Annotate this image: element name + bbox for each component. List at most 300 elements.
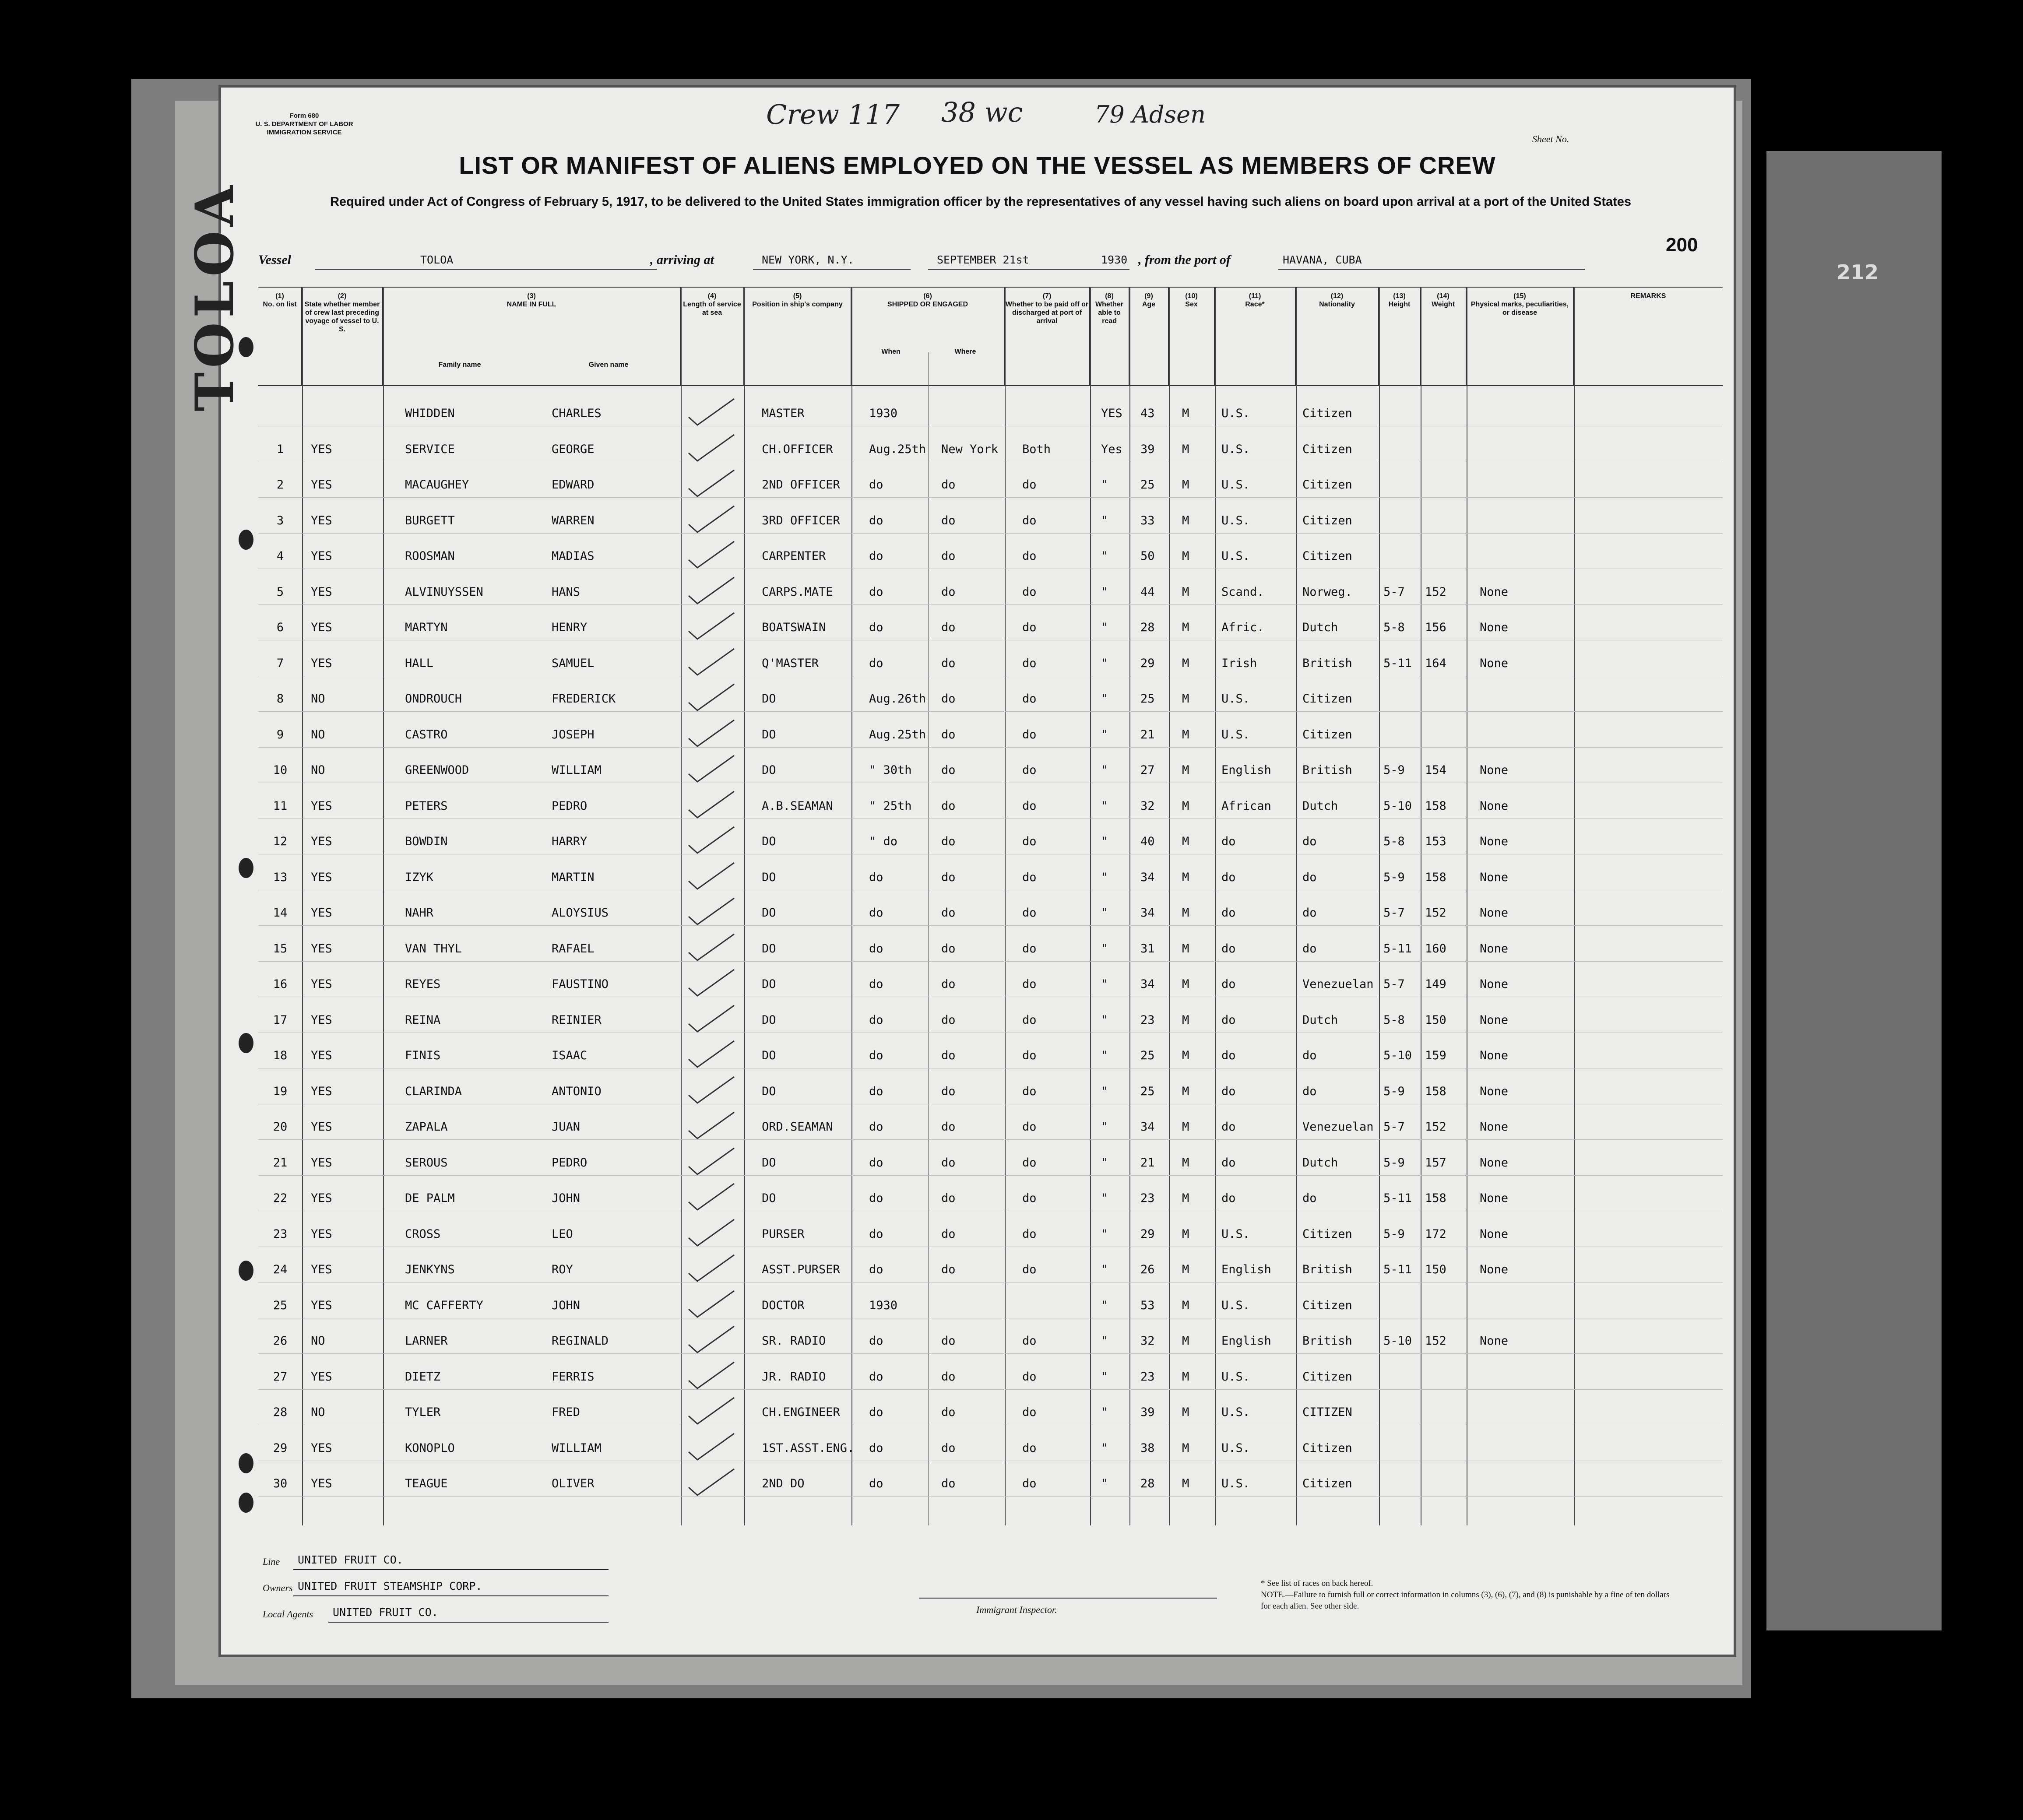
cell-shipped-when: Aug.26th	[869, 692, 926, 706]
cell-previous-voyage: YES	[311, 1298, 332, 1312]
cell-previous-voyage: YES	[311, 906, 332, 920]
cell-height: 5-10	[1383, 1334, 1412, 1348]
cell-given-name: ANTONIO	[552, 1084, 602, 1098]
cell-family-name: KONOPLO	[405, 1441, 455, 1455]
footer-owners: Owners UNITED FRUIT STEAMSHIP CORP.	[263, 1580, 482, 1593]
table-row	[258, 1034, 1723, 1069]
cell-row-number: 13	[273, 870, 288, 884]
cell-previous-voyage: YES	[311, 1370, 332, 1384]
cell-paid-off: do	[1022, 1405, 1037, 1419]
check-mark	[685, 1038, 738, 1069]
cell-given-name: JOHN	[552, 1298, 581, 1312]
cell-race: Afric.	[1221, 621, 1264, 634]
cell-paid-off: do	[1022, 1049, 1037, 1062]
cell-able-to-read: "	[1101, 549, 1108, 563]
cell-family-name: DIETZ	[405, 1370, 441, 1384]
cell-weight: 149	[1425, 977, 1446, 991]
cell-nationality: British	[1302, 1263, 1352, 1276]
cell-nationality: do	[1302, 1191, 1317, 1205]
cell-able-to-read: "	[1101, 1334, 1108, 1348]
table-row	[258, 963, 1723, 998]
cell-given-name: ISAAC	[552, 1049, 588, 1062]
cell-able-to-read: "	[1101, 1013, 1108, 1027]
agents-value: UNITED FRUIT CO.	[333, 1606, 438, 1619]
cell-physical-marks: None	[1480, 585, 1509, 599]
cell-sex: M	[1182, 1370, 1189, 1384]
cell-row-number: 2	[276, 478, 284, 492]
check-mark	[685, 789, 738, 819]
cell-shipped-where: do	[941, 478, 956, 492]
cell-shipped-where: do	[941, 799, 956, 813]
cell-race: do	[1221, 977, 1236, 991]
cell-family-name: CLARINDA	[405, 1084, 462, 1098]
cell-race: English	[1221, 1263, 1271, 1276]
cell-physical-marks: None	[1480, 621, 1509, 634]
cell-position: CARPENTER	[762, 549, 826, 563]
arrival-date: SEPTEMBER 21st	[937, 253, 1029, 266]
cell-weight: 150	[1425, 1013, 1446, 1027]
cell-given-name: MADIAS	[552, 549, 595, 563]
cell-able-to-read: "	[1101, 1049, 1108, 1062]
cell-shipped-when: do	[869, 906, 883, 920]
cell-height: 5-8	[1383, 1013, 1405, 1027]
rule	[258, 711, 1723, 712]
cell-family-name: IZYK	[405, 870, 434, 884]
cell-race: U.S.	[1221, 1441, 1250, 1455]
cell-race: U.S.	[1221, 1227, 1250, 1241]
cell-previous-voyage: YES	[311, 1120, 332, 1134]
header-remarks: REMARKS	[1630, 292, 1666, 300]
cell-shipped-when: do	[869, 870, 883, 884]
cell-family-name: ONDROUCH	[405, 692, 462, 706]
check-mark	[685, 1466, 738, 1497]
rule	[258, 604, 1723, 605]
cell-age: 39	[1140, 442, 1155, 456]
table-row	[258, 856, 1723, 891]
cell-family-name: TEAGUE	[405, 1477, 448, 1490]
cell-physical-marks: None	[1480, 1191, 1509, 1205]
cell-able-to-read: "	[1101, 799, 1108, 813]
cell-shipped-where: New York	[941, 442, 999, 456]
table-row	[258, 1319, 1723, 1355]
cell-position: 1ST.ASST.ENG.	[762, 1441, 855, 1455]
table-row	[258, 891, 1723, 927]
cell-race: do	[1221, 1120, 1236, 1134]
adjacent-card	[1766, 151, 1942, 1630]
cell-position: DO	[762, 942, 776, 956]
cell-age: 44	[1140, 585, 1155, 599]
cell-sex: M	[1182, 692, 1189, 706]
cell-shipped-when: 1930	[869, 407, 898, 420]
cell-sex: M	[1182, 906, 1189, 920]
cell-height: 5-9	[1383, 1227, 1405, 1241]
cell-nationality: Citizen	[1302, 727, 1352, 741]
cell-weight: 152	[1425, 1120, 1446, 1134]
cell-sex: M	[1182, 1120, 1189, 1134]
cell-able-to-read: "	[1101, 478, 1108, 492]
cell-family-name: GREENWOOD	[405, 763, 469, 777]
cell-age: 40	[1140, 835, 1155, 848]
cell-family-name: SERVICE	[405, 442, 455, 456]
cell-height: 5-7	[1383, 977, 1405, 991]
cell-sex: M	[1182, 549, 1189, 563]
cell-physical-marks: None	[1480, 942, 1509, 956]
cell-paid-off: do	[1022, 692, 1037, 706]
header-able-to-read: (8) Whether able to read	[1090, 287, 1129, 385]
cell-age: 25	[1140, 1049, 1155, 1062]
cell-paid-off: do	[1022, 906, 1037, 920]
cell-row-number: 21	[273, 1156, 288, 1170]
cell-family-name: TYLER	[405, 1405, 441, 1419]
cell-family-name: FINIS	[405, 1049, 441, 1062]
cell-shipped-when: do	[869, 621, 883, 634]
cell-age: 32	[1140, 1334, 1155, 1348]
cell-sex: M	[1182, 1191, 1189, 1205]
cell-position: DO	[762, 835, 776, 848]
cell-row-number: 7	[276, 656, 284, 670]
cell-previous-voyage: YES	[311, 1227, 332, 1241]
check-mark	[685, 503, 738, 534]
cell-shipped-when: do	[869, 1120, 883, 1134]
cell-race: do	[1221, 1013, 1236, 1027]
cell-paid-off: do	[1022, 621, 1037, 634]
cell-paid-off: do	[1022, 727, 1037, 741]
cell-age: 21	[1140, 727, 1155, 741]
cell-able-to-read: "	[1101, 513, 1108, 527]
check-mark	[685, 1360, 738, 1390]
crew-table	[258, 287, 1723, 1525]
cell-given-name: CHARLES	[552, 407, 602, 420]
cell-given-name: HENRY	[552, 621, 588, 634]
cell-physical-marks: None	[1480, 977, 1509, 991]
cell-shipped-when: do	[869, 1263, 883, 1276]
cell-position: DO	[762, 692, 776, 706]
table-row	[258, 1462, 1723, 1497]
cell-height: 5-10	[1383, 799, 1412, 813]
cell-nationality: Citizen	[1302, 478, 1352, 492]
cell-sex: M	[1182, 442, 1189, 456]
cell-shipped-when: do	[869, 1334, 883, 1348]
cell-age: 23	[1140, 1013, 1155, 1027]
cell-sex: M	[1182, 1441, 1189, 1455]
rule	[258, 925, 1723, 926]
cell-position: DO	[762, 977, 776, 991]
cell-weight: 164	[1425, 656, 1446, 670]
table-row	[258, 534, 1723, 570]
cell-previous-voyage: YES	[311, 1156, 332, 1170]
cell-nationality: CITIZEN	[1302, 1405, 1352, 1419]
cell-shipped-when: do	[869, 1049, 883, 1062]
cell-row-number: 10	[273, 763, 288, 777]
table-row	[258, 1355, 1723, 1391]
cell-family-name: BURGETT	[405, 513, 455, 527]
cell-race: English	[1221, 1334, 1271, 1348]
cell-nationality: British	[1302, 656, 1352, 670]
cell-position: CH.OFFICER	[762, 442, 833, 456]
cell-nationality: Citizen	[1302, 1370, 1352, 1384]
vessel-name: TOLOA	[420, 253, 454, 266]
cell-sex: M	[1182, 407, 1189, 420]
cell-row-number: 26	[273, 1334, 288, 1348]
cell-shipped-when: do	[869, 1477, 883, 1490]
header-name-in-full: (3) NAME IN FULL	[383, 287, 681, 385]
table-row	[258, 677, 1723, 713]
cell-row-number: 8	[276, 692, 284, 706]
rule	[258, 385, 1723, 386]
cell-race: U.S.	[1221, 407, 1250, 420]
cell-nationality: Citizen	[1302, 1441, 1352, 1455]
cell-family-name: MC CAFFERTY	[405, 1298, 483, 1312]
handwritten-code: 38 wc	[941, 96, 1023, 128]
cell-nationality: Venezuelan	[1302, 1120, 1374, 1134]
cell-row-number: 27	[273, 1370, 288, 1384]
cell-shipped-when: do	[869, 585, 883, 599]
cell-height: 5-9	[1383, 870, 1405, 884]
table-row	[258, 570, 1723, 606]
rule	[258, 1496, 1723, 1497]
cell-shipped-where: do	[941, 585, 956, 599]
header-height: (13) Height	[1379, 287, 1421, 385]
cell-race: do	[1221, 1156, 1236, 1170]
table-row	[258, 428, 1723, 463]
cell-able-to-read: "	[1101, 727, 1108, 741]
cell-able-to-read: "	[1101, 1477, 1108, 1490]
table-row	[258, 1391, 1723, 1426]
cell-physical-marks: None	[1480, 799, 1509, 813]
cell-race: U.S.	[1221, 1370, 1250, 1384]
cell-position: 3RD OFFICER	[762, 513, 840, 527]
check-mark	[685, 1110, 738, 1140]
cell-given-name: JOHN	[552, 1191, 581, 1205]
cell-sex: M	[1182, 1477, 1189, 1490]
table-row	[258, 1426, 1723, 1462]
cell-family-name: VAN THYL	[405, 942, 462, 956]
cell-shipped-where: do	[941, 977, 956, 991]
cell-shipped-when: do	[869, 1227, 883, 1241]
cell-height: 5-8	[1383, 621, 1405, 634]
rule	[258, 497, 1723, 498]
cell-race: do	[1221, 1084, 1236, 1098]
cell-paid-off: do	[1022, 799, 1037, 813]
cell-row-number: 23	[273, 1227, 288, 1241]
table-row	[258, 1212, 1723, 1248]
cell-shipped-where: do	[941, 870, 956, 884]
cell-paid-off: do	[1022, 1156, 1037, 1170]
page-title: LIST OR MANIFEST OF ALIENS EMPLOYED ON THE VESSEL AS MEMBERS OF CREW	[459, 151, 1496, 179]
cell-family-name: CASTRO	[405, 727, 448, 741]
cell-weight: 158	[1425, 1084, 1446, 1098]
departure-port: HAVANA, CUBA	[1283, 253, 1362, 266]
cell-row-number: 29	[273, 1441, 288, 1455]
cell-height: 5-11	[1383, 656, 1412, 670]
cell-paid-off: do	[1022, 1334, 1037, 1348]
header-no-on-list: (1) No. on list	[258, 287, 302, 385]
cell-row-number: 4	[276, 549, 284, 563]
cell-able-to-read: "	[1101, 1441, 1108, 1455]
cell-shipped-where: do	[941, 1191, 956, 1205]
cell-shipped-when: do	[869, 1084, 883, 1098]
check-mark	[685, 575, 738, 605]
header-shipped-engaged: (6) SHIPPED OR ENGAGED	[851, 287, 1005, 385]
cell-nationality: Dutch	[1302, 799, 1338, 813]
cell-age: 53	[1140, 1298, 1155, 1312]
cell-nationality: British	[1302, 1334, 1352, 1348]
cell-nationality: Citizen	[1302, 692, 1352, 706]
cell-nationality: do	[1302, 1049, 1317, 1062]
cell-race: do	[1221, 942, 1236, 956]
cell-age: 23	[1140, 1370, 1155, 1384]
cell-row-number: 19	[273, 1084, 288, 1098]
cell-sex: M	[1182, 1049, 1189, 1062]
cell-race: do	[1221, 1049, 1236, 1062]
cell-shipped-where: do	[941, 1441, 956, 1455]
cell-age: 25	[1140, 478, 1155, 492]
cell-paid-off: do	[1022, 585, 1037, 599]
cell-previous-voyage: NO	[311, 1334, 325, 1348]
cell-able-to-read: "	[1101, 1263, 1108, 1276]
cell-able-to-read: "	[1101, 1405, 1108, 1419]
check-mark	[685, 1431, 738, 1462]
cell-nationality: Dutch	[1302, 621, 1338, 634]
cell-given-name: PEDRO	[552, 799, 588, 813]
cell-physical-marks: None	[1480, 906, 1509, 920]
cell-paid-off: do	[1022, 1263, 1037, 1276]
cell-nationality: Citizen	[1302, 1298, 1352, 1312]
header-sex: (10) Sex	[1169, 287, 1215, 385]
cell-row-number: 30	[273, 1477, 288, 1490]
cell-family-name: ZAPALA	[405, 1120, 448, 1134]
cell-nationality: Citizen	[1302, 1477, 1352, 1490]
rule	[258, 1389, 1723, 1390]
cell-height: 5-11	[1383, 942, 1412, 956]
footnotes: * See list of races on back hereof. NOTE.—Failure to furnish full or correct information in columns (3), (6), (7), and (8) is punishable by a fine of ten dollars for each alien. See other side.	[1261, 1579, 1670, 1611]
cell-weight: 154	[1425, 763, 1446, 777]
cell-previous-voyage: NO	[311, 727, 325, 741]
cell-shipped-when: 1930	[869, 1298, 898, 1312]
cell-nationality: Citizen	[1302, 1227, 1352, 1241]
cell-sex: M	[1182, 942, 1189, 956]
arrival-year: 1930	[1101, 253, 1128, 266]
cell-height: 5-11	[1383, 1191, 1412, 1205]
cell-shipped-when: do	[869, 549, 883, 563]
cell-previous-voyage: YES	[311, 1191, 332, 1205]
cell-shipped-where: do	[941, 942, 956, 956]
cell-able-to-read: "	[1101, 942, 1108, 956]
cell-position: Q'MASTER	[762, 656, 819, 670]
cell-nationality: Norweg.	[1302, 585, 1352, 599]
cell-row-number: 9	[276, 727, 284, 741]
cell-sex: M	[1182, 1084, 1189, 1098]
table-row	[258, 463, 1723, 499]
inspector-label: Immigrant Inspector.	[976, 1604, 1057, 1615]
cell-able-to-read: "	[1101, 1156, 1108, 1170]
cell-sex: M	[1182, 870, 1189, 884]
rule	[258, 1139, 1723, 1140]
cell-paid-off: do	[1022, 870, 1037, 884]
cell-able-to-read: "	[1101, 1120, 1108, 1134]
header-where: Where	[954, 348, 976, 355]
cell-weight: 157	[1425, 1156, 1446, 1170]
cell-age: 27	[1140, 763, 1155, 777]
cell-nationality: Venezuelan	[1302, 977, 1374, 991]
cell-shipped-when: do	[869, 478, 883, 492]
cell-row-number: 15	[273, 942, 288, 956]
cell-given-name: GEORGE	[552, 442, 595, 456]
rule	[258, 747, 1723, 748]
cell-height: 5-7	[1383, 1120, 1405, 1134]
cell-weight: 152	[1425, 585, 1446, 599]
arrival-port: NEW YORK, N.Y.	[762, 253, 854, 266]
cell-age: 34	[1140, 977, 1155, 991]
cell-age: 32	[1140, 799, 1155, 813]
cell-sex: M	[1182, 1405, 1189, 1419]
cell-sex: M	[1182, 1013, 1189, 1027]
cell-nationality: do	[1302, 1084, 1317, 1098]
cell-shipped-when: " do	[869, 835, 898, 848]
rule	[753, 269, 911, 270]
cell-row-number: 5	[276, 585, 284, 599]
cell-shipped-when: Aug.25th	[869, 442, 926, 456]
cell-previous-voyage: YES	[311, 513, 332, 527]
table-row	[258, 1248, 1723, 1283]
cell-weight: 158	[1425, 870, 1446, 884]
cell-shipped-when: do	[869, 656, 883, 670]
check-mark	[685, 931, 738, 962]
cell-nationality: Citizen	[1302, 549, 1352, 563]
cell-position: DO	[762, 1013, 776, 1027]
cell-sex: M	[1182, 478, 1189, 492]
cell-previous-voyage: NO	[311, 763, 325, 777]
cell-given-name: ALOYSIUS	[552, 906, 609, 920]
cell-row-number: 28	[273, 1405, 288, 1419]
cell-weight: 160	[1425, 942, 1446, 956]
cell-sex: M	[1182, 799, 1189, 813]
cell-weight: 150	[1425, 1263, 1446, 1276]
cell-previous-voyage: YES	[311, 1084, 332, 1098]
rule	[258, 1175, 1723, 1176]
cell-row-number: 12	[273, 835, 288, 848]
cell-previous-voyage: YES	[311, 1049, 332, 1062]
cell-previous-voyage: YES	[311, 442, 332, 456]
cell-family-name: ROOSMAN	[405, 549, 455, 563]
check-mark	[685, 1074, 738, 1105]
cell-physical-marks: None	[1480, 656, 1509, 670]
rule	[1278, 269, 1585, 270]
cell-shipped-when: do	[869, 1370, 883, 1384]
cell-age: 34	[1140, 906, 1155, 920]
cell-previous-voyage: YES	[311, 870, 332, 884]
cell-sex: M	[1182, 513, 1189, 527]
check-mark	[685, 396, 738, 427]
cell-paid-off: do	[1022, 1120, 1037, 1134]
cell-able-to-read: "	[1101, 1191, 1108, 1205]
cell-age: 43	[1140, 407, 1155, 420]
cell-family-name: BOWDIN	[405, 835, 448, 848]
cell-able-to-read: Yes	[1101, 442, 1122, 456]
cell-race: do	[1221, 1191, 1236, 1205]
cell-row-number: 16	[273, 977, 288, 991]
cell-shipped-when: do	[869, 1156, 883, 1170]
cell-sex: M	[1182, 977, 1189, 991]
cell-row-number: 14	[273, 906, 288, 920]
cell-given-name: JUAN	[552, 1120, 581, 1134]
header-physical-marks: (15) Physical marks, peculiarities, or disease	[1467, 287, 1574, 385]
cell-race: U.S.	[1221, 513, 1250, 527]
cell-able-to-read: "	[1101, 1370, 1108, 1384]
rule	[315, 269, 657, 270]
cell-sex: M	[1182, 656, 1189, 670]
cell-given-name: PEDRO	[552, 1156, 588, 1170]
